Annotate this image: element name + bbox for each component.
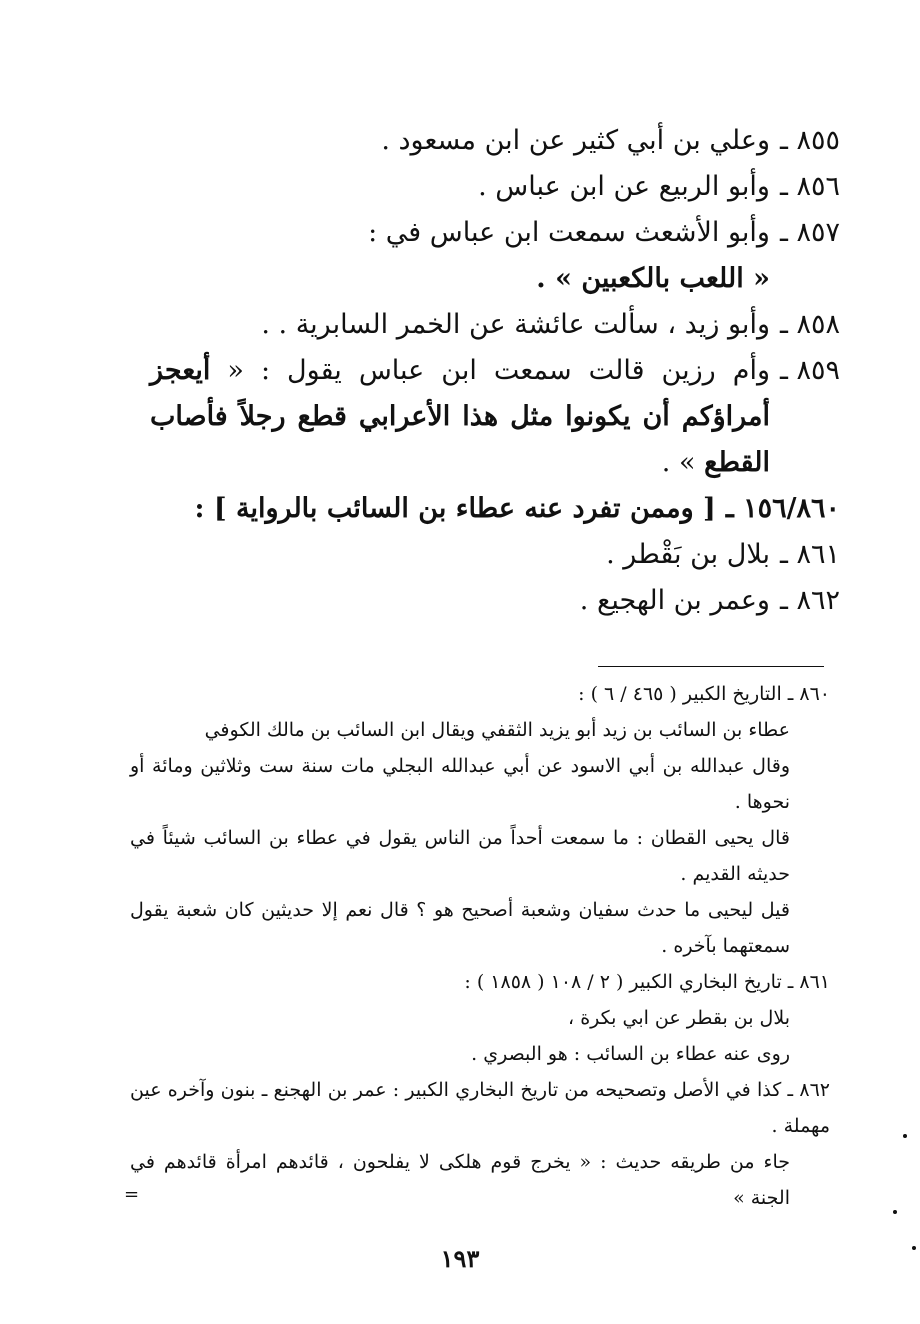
continuation-mark: =: [124, 1184, 140, 1205]
entry-number: ٨٦١ ـ: [779, 539, 840, 570]
footnote-861: [130, 964, 830, 1072]
entry-857: [150, 210, 840, 302]
entry-number: ١٥٦/٨٦٠ ـ: [725, 493, 840, 524]
entry-body: [150, 348, 770, 486]
entry-860: [150, 486, 840, 532]
scan-speck: [893, 1210, 897, 1214]
footnote-line: وقال عبدالله بن أبي الاسود عن أبي عبدالله البجلي مات سنة ست وثلاثين ومائة أو نحوها .: [130, 755, 790, 813]
footnote-line: قيل ليحيى ما حدث سفيان وشعبة أصحيح هو ؟ قال نعم إلا حديثين كان شعبة يقول سمعتهما بآخره .: [130, 899, 790, 957]
entry-862: [150, 578, 840, 624]
entry-text: بلال بن بَقْطر .: [606, 539, 770, 570]
entry-number: ٨٥٨ ـ: [779, 309, 840, 340]
entry-heading: [ وممن تفرد عنه عطاء بن السائب بالرواية ] :: [194, 493, 716, 524]
footnote-separator: [598, 666, 824, 667]
entry-855: [150, 118, 840, 164]
main-text: [150, 118, 840, 624]
footnote-line: جاء من طريقه حديث : « يخرج قوم هلكى لا يفلحون ، قائدهم امرأة قائدهم في الجنة »: [130, 1151, 790, 1209]
entry-number: ٨٥٥ ـ: [779, 125, 840, 156]
footnote-title: ٨٦٠ ـ التاريخ الكبير ( ٤٦٥ / ٦ ) :: [578, 683, 830, 705]
footnote-line: قال يحيى القطان : ما سمعت أحداً من الناس يقول في عطاء بن السائب شيئاً في حديثه القديم .: [130, 827, 790, 885]
entry-body: [150, 210, 770, 302]
entry-text: وعمر بن الهجيع .: [579, 585, 770, 616]
footnote-title: ٨٦٢ ـ كذا في الأصل وتصحيحه من تاريخ البخاري الكبير : عمر بن الهجنع ـ بنون وآخره عين مهملة .: [130, 1079, 830, 1137]
scan-speck: [912, 1246, 916, 1250]
entry-858: [150, 302, 840, 348]
page-number: ١٩٣: [440, 1244, 480, 1273]
entry-856: [150, 164, 840, 210]
entry-text: وأبو الربيع عن ابن عباس .: [478, 171, 770, 202]
entry-number: ٨٦٢ ـ: [779, 585, 840, 616]
footnote-860: [130, 676, 830, 964]
footnotes: [130, 676, 830, 1216]
entry-text: وأبو الأشعث سمعت ابن عباس في :: [368, 217, 770, 248]
entry-number: ٨٥٧ ـ: [779, 217, 840, 248]
scan-speck: [903, 1134, 907, 1138]
entry-quote: أيعجز أمراؤكم أن يكونوا مثل هذا الأعرابي قطع رجلاً فأصاب القطع: [150, 355, 770, 478]
entry-quote-end: » .: [661, 447, 705, 478]
footnote-title: ٨٦١ ـ تاريخ البخاري الكبير ( ٢ / ١٠٨ ( ١٨٥٨ ) :: [464, 971, 830, 993]
entry-quote: « اللعب بالكعبين » .: [536, 263, 770, 294]
entry-number: ٨٥٩ ـ: [779, 355, 840, 386]
footnote-line: بلال بن بقطر عن ابي بكرة ،: [568, 1007, 790, 1029]
footnote-862: [130, 1072, 830, 1216]
entry-text: وأبو زيد ، سألت عائشة عن الخمر السابرية . .: [261, 309, 770, 340]
footnote-line: روى عنه عطاء بن السائب : هو البصري .: [471, 1043, 790, 1065]
entry-859: [150, 348, 840, 486]
entry-number: ٨٥٦ ـ: [779, 171, 840, 202]
entry-text: وأم رزين قالت سمعت ابن عباس يقول : «: [210, 355, 770, 386]
entry-861: [150, 532, 840, 578]
entry-text: وعلي بن أبي كثير عن ابن مسعود .: [381, 125, 770, 156]
footnote-line: عطاء بن السائب بن زيد أبو يزيد الثقفي ويقال ابن السائب بن مالك الكوفي: [204, 719, 790, 741]
